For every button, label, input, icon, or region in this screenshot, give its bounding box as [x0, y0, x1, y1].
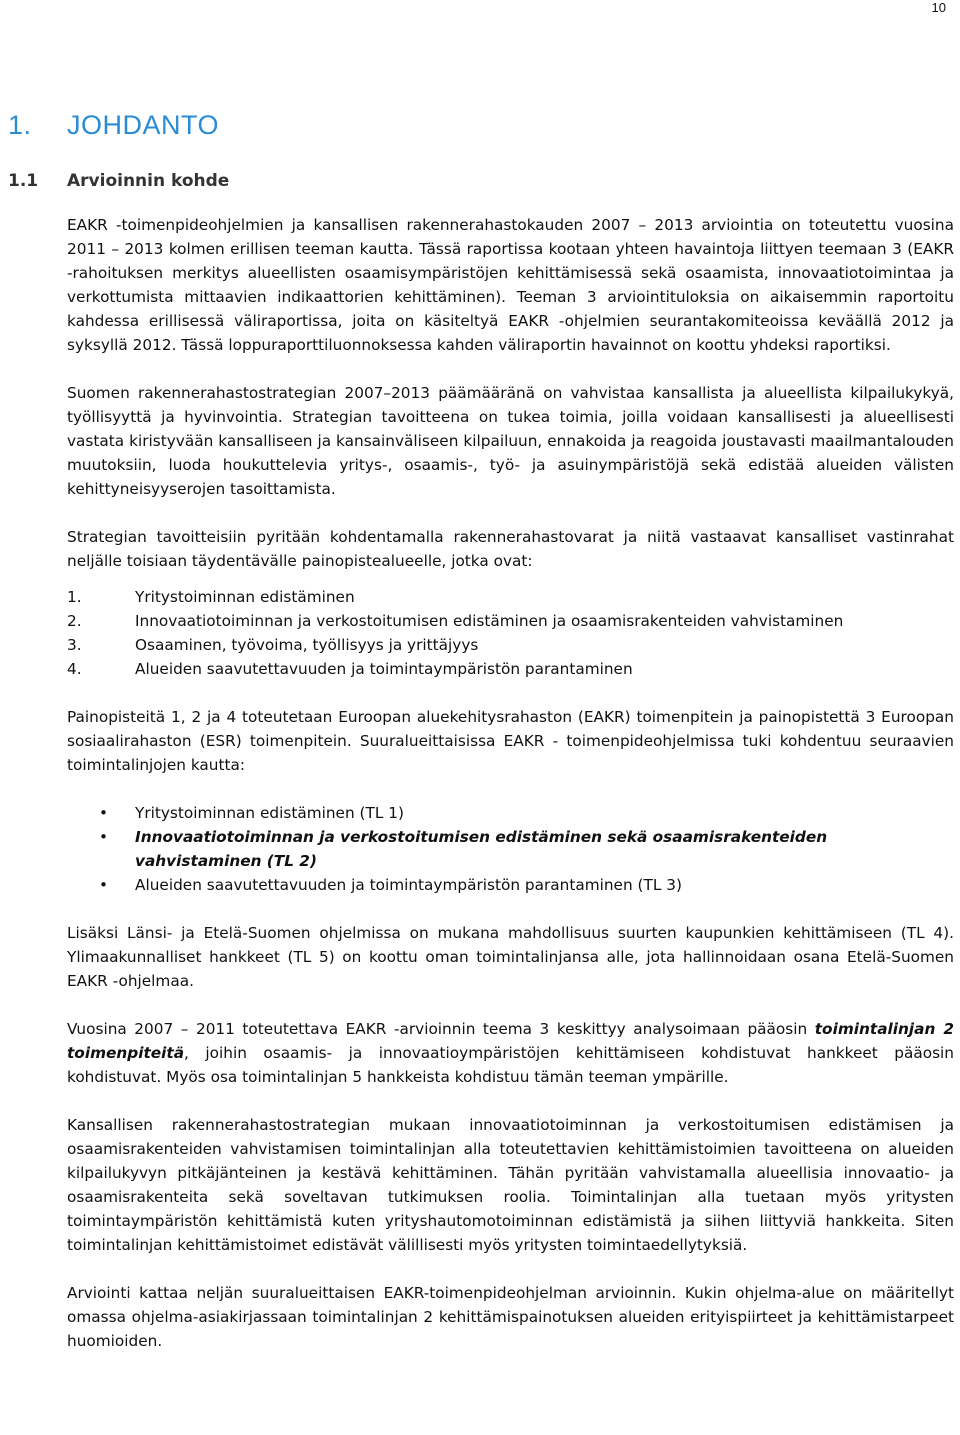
list-item-text: Alueiden saavutettavuuden ja toimintaympäristön parantaminen (TL 3) [135, 876, 682, 894]
action-line-list [67, 801, 954, 897]
paragraph-strategy: Suomen rakennerahastostrategian 2007–2013 päämääränä on vahvistaa kansallista ja alueellista kilpailukykyä, työllisyyttä ja hyvinvointia. Strategian tavoitteena on tukea toimia, joilla voidaan kansallisesti ja alueellisesti vastata kiristyvään kansalliseen ja kansainväliseen kilpailuun, ennakoida ja reagoida joustavasti maailmantalouden muutoksiin, luoda houkuttelevia yritys-, osaamis-, työ- ja asuinympäristöjä sekä edistää alueiden välisten kehittyneisyyserojen tasoittamista. [67, 384, 954, 498]
list-marker: 3. [67, 636, 82, 654]
list-item-text: Alueiden saavutettavuuden ja toimintaympäristön parantaminen [135, 660, 633, 678]
paragraph-intro: EAKR -toimenpideohjelmien ja kansallisen rakennerahastokauden 2007 – 2013 arviointia on toteutettu vuosina 2011 – 2013 kolmen erillisen teeman kautta. Tässä raportissa kootaan yhteen havaintoja liittyen teemaan 3 (EAKR -rahoituksen merkitys alueellisten osaamisympäristöjen kehittämisessä sekä osaamista, innovaatiotoimintaa ja verkottumista mittaavien indikaattorien kehittäminen). Teeman 3 arviointituloksia on aikaisemmin raportoitu kahdessa erillisessä väliraportissa, joita on käsiteltyä EAKR -ohjelmien seurantakomiteoissa keväällä 2012 ja syksyllä 2012. Tässä loppuraporttiluonnoksessa kahden väliraportin havainnot on koottu yhdeksi raportiksi. [67, 216, 954, 354]
paragraph-scope: Arviointi kattaa neljän suuralueittaisen EAKR-toimenpideohjelman arvioinnin. Kukin ohjelma-alue on määritellyt omassa ohjelma-asiakirjassaan toimintalinjan 2 kehittämispainotuksen alueiden erityispiirteet ja kehittämistarpeet huomioiden. [67, 1284, 954, 1350]
list-marker: 1. [67, 588, 82, 606]
list-item [67, 825, 954, 873]
paragraph-funding: Painopisteitä 1, 2 ja 4 toteutetaan Euroopan aluekehitysrahaston (EAKR) toimenpitein ja painopistettä 3 Euroopan sosiaalirahaston (ESR) toimenpitein. Suuralueittaisissa EAKR - toimenpideohjelmissa tuki kohdentuu seuraavien toimintalinjojen kautta: [67, 708, 954, 774]
paragraph-theme3 [67, 1017, 954, 1089]
list-item-text: Innovaatiotoiminnan ja verkostoitumisen edistäminen sekä osaamisrakenteiden vahvistaminen (TL 2) [135, 828, 828, 870]
list-item [67, 609, 954, 633]
section-heading [8, 170, 229, 192]
list-item-text: Yritystoiminnan edistäminen [135, 588, 355, 606]
bullet-icon: • [99, 828, 109, 846]
list-item [67, 585, 954, 609]
chapter-number: 1. [8, 110, 32, 140]
list-item-text: Osaaminen, työvoima, työllisyys ja yrittäjyys [135, 636, 479, 654]
list-item [67, 633, 954, 657]
list-item [67, 801, 954, 825]
chapter-title: JOHDANTO [67, 110, 220, 140]
list-item [67, 657, 954, 681]
section-title: Arvioinnin kohde [67, 171, 230, 191]
paragraph-priorities-intro: Strategian tavoitteisiin pyritään kohdentamalla rakennerahastovarat ja niitä vastaavat kansalliset vastinrahat neljälle toisiaan täydentävälle painopistealueelle, jotka ovat: [67, 528, 954, 570]
page-number: 10 [931, 0, 946, 15]
paragraph-additional: Lisäksi Länsi- ja Etelä-Suomen ohjelmissa on mukana mahdollisuus suurten kaupunkien kehittämiseen (TL 4). Ylimaakunnalliset hankkeet (TL 5) on koottu oman toimintalinjansa alle, jota hallinnoidaan osana Etelä-Suomen EAKR -ohjelmaa. [67, 924, 954, 990]
section-number: 1.1 [8, 171, 39, 191]
list-item-text: Innovaatiotoiminnan ja verkostoitumisen edistäminen ja osaamisrakenteiden vahvistaminen [135, 612, 844, 630]
list-marker: 2. [67, 612, 82, 630]
paragraph-national-strategy: Kansallisen rakennerahastostrategian mukaan innovaatiotoiminnan ja verkostoitumisen edistämisen ja osaamisrakenteiden vahvistamisen toimintalinjan alla toteutettavien kehittämistoimien tavoitteena on alueiden kilpailukyvyn pitkäjänteinen ja kestävä kehittäminen. Tähän pyritään vahvistamalla alueellisia innovaatio- ja osaamisrakenteita sekä soveltavan tutkimuksen roolia. Toimintalinjan alla tuetaan myös yritysten toimintaympäristön kehittämistä kuten yrityshautomotoiminnan edistämistä ja siihen liittyviä hankkeita. Siten toimintalinjan kehittämistoimet edistävät välillisesti myös yritysten toimintaedellytyksiä. [67, 1116, 954, 1254]
priority-list [67, 585, 954, 681]
list-item-text: Yritystoiminnan edistäminen (TL 1) [135, 804, 404, 822]
list-marker: 4. [67, 660, 82, 678]
bullet-icon: • [99, 876, 109, 894]
body-text [67, 213, 954, 1377]
chapter-heading [8, 109, 219, 141]
bullet-icon: • [99, 804, 109, 822]
paragraph-text: Vuosina 2007 – 2011 toteutettava EAKR -arvioinnin teema 3 keskittyy analysoimaan pääosin [67, 1020, 815, 1038]
list-item [67, 873, 954, 897]
emphasis-text: toimintalinjan 2 toimenpiteitä [67, 1020, 954, 1062]
paragraph-text: , joihin osaamis- ja innovaatioympäristöjen kehittämiseen kohdistuvat hankkeet pääosin kohdistuvat. Myös osa toimintalinjan 5 hankkeista kohdistuu tämän teeman ympärille. [67, 1044, 954, 1086]
